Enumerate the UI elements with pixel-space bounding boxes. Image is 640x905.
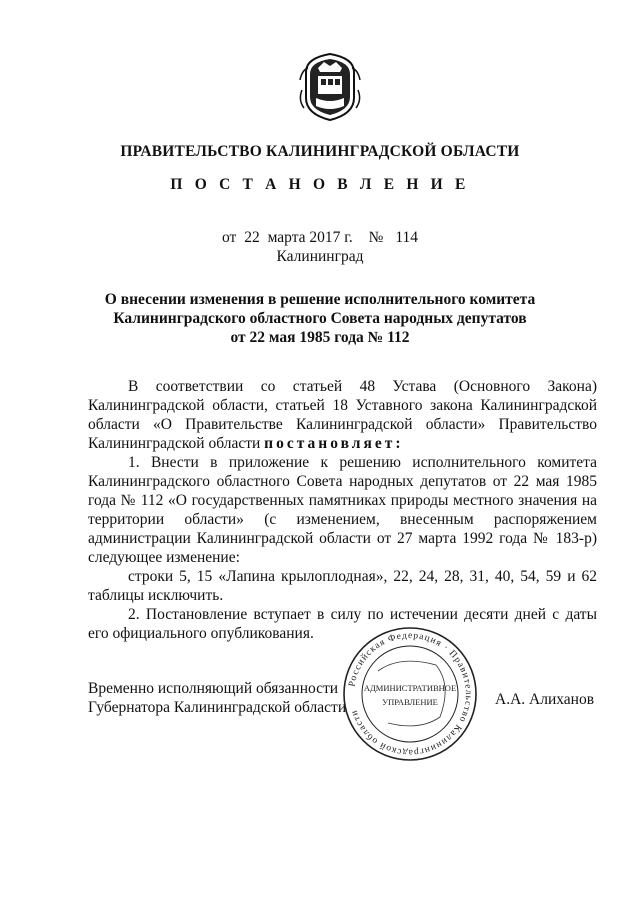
- document-type: П О С Т А Н О В Л Е Н И Е: [170, 176, 470, 193]
- document-city: Калининград: [276, 248, 364, 265]
- subject-line-3: от 22 мая 1985 года № 112: [230, 329, 410, 346]
- item-1-change-paragraph: строки 5, 15 «Лапина крылоплодная», 22, 24, 28, 31, 40, 54, 59 и 62 таблицы исключить.: [88, 568, 597, 604]
- document-date-line: [0, 229, 640, 247]
- official-stamp: [340, 625, 480, 763]
- signatory-title-line-2: Губернатора Калининградской области: [88, 699, 347, 716]
- date-month-year: марта 2017 г.: [267, 229, 353, 246]
- number-sign: №: [368, 229, 384, 246]
- stamp-center-line-2: УПРАВЛЕНИЕ: [382, 697, 438, 707]
- coat-of-arms-emblem: [296, 50, 364, 122]
- date-prefix: от: [221, 229, 237, 246]
- item-2-paragraph: 2. Постановление вступает в силу по истечении десяти дней с даты его официального опубликования.: [88, 606, 597, 642]
- subject-line-2: Калининградского областного Совета народных депутатов: [113, 310, 527, 327]
- stamp-ring-text: Российская Федерация · Правительство Калининградской области: [347, 630, 474, 758]
- preamble-paragraph: [88, 377, 597, 453]
- organization-name: ПРАВИТЕЛЬСТВО КАЛИНИНГРАДСКОЙ ОБЛАСТИ: [120, 143, 520, 160]
- signatory-name: А.А. Алиханов: [495, 691, 595, 708]
- item-1-paragraph: 1. Внести в приложение к решению исполнительного комитета Калининградского областного Совета народных депутатов от 22 мая 1985 года № 112 «О государственных памятниках природы местного значения на территории области» (с изменением, внесенным распоряжением администрации Калининградской области от 27 марта 1992 года № 183-р) следующее изменение:: [88, 454, 597, 566]
- subject-line-1: О внесении изменения в решение исполнительного комитета: [104, 291, 536, 308]
- date-day: 22: [244, 229, 260, 246]
- preamble-text: В соответствии со статьей 48 Устава (Основного Закона) Калининградской области, статьей 18 Уставного закона Калининградской области «О Правительстве Калининградской области» Правительство Калининградской области: [88, 378, 597, 452]
- signatory-title: [88, 679, 346, 717]
- resolves-word: постановляет:: [264, 435, 404, 452]
- document-body: [88, 377, 597, 643]
- document-subject: [0, 290, 640, 347]
- signatory-title-line-1: Временно исполняющий обязанности: [88, 680, 339, 697]
- document-number: 114: [395, 229, 419, 246]
- stamp-center-line-1: АДМИНИСТРАТИВНОЕ: [363, 683, 457, 693]
